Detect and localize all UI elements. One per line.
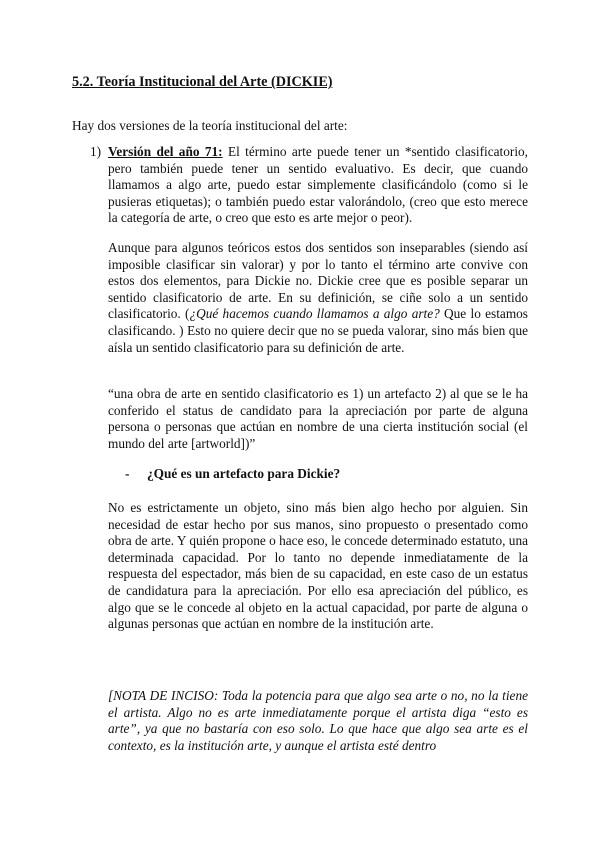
subheading-row	[125, 466, 340, 483]
rhetorical-question: ¿Qué hacemos cuando llamamos a algo arte?	[189, 306, 440, 322]
list-number: 1)	[90, 144, 102, 159]
paragraph-classification-text-1: Aunque para algunos teóricos estos dos sentidos son inseparables (siendo así imposible clasificar sin valorar) y por lo tanto el término arte convive con estos dos elementos, para Dickie no. Dickie cree que es posible separar un sentido clasificatorio de arte. En su definición, se ciñe solo a un sentido clasificatorio. (	[108, 240, 528, 322]
paragraph-artefact: No es estrictamente un objeto, sino más bien algo hecho por alguien. Sin necesidad de estar hecho por sus manos, sino propuesto o presentado como obra de arte. Y quién propone o hace eso, le concede determinado estatuto, una determinada capacidad. Por lo tanto no depende inmediatamente de la respuesta del espectador, más bien de su capacidad, en este caso de un estatus de candidatura para la apreciación. Por ello esa apreciación del público, es algo que se le concede al objeto en la actual capacidad, por parte de alguna o algunas personas que actúan en nombre de la institución arte.	[108, 500, 528, 632]
version-label: Versión del año 71:	[108, 144, 223, 159]
paragraph-version-71	[108, 144, 528, 227]
section-title: 5.2. Teoría Institucional del Arte (DICKIE)	[72, 74, 333, 90]
paragraph-classification	[108, 240, 528, 356]
subheading: ¿Qué es un artefacto para Dickie?	[147, 466, 341, 481]
intro-paragraph: Hay dos versiones de la teoría institucional del arte:	[72, 118, 348, 133]
definition-quote: “una obra de arte en sentido clasificatorio es 1) un artefacto 2) al que se le ha conferido el status de candidato para la apreciación por parte de alguna persona o personas que actúan en nombre de una cierta institución social (el mundo del arte [artworld])”	[108, 386, 528, 451]
list-dash: -	[125, 466, 130, 481]
paragraph-classification-text-2: Que lo estamos clasificando. ) Esto no quiere decir que no se pueda valorar, sino más bien que aísla un sentido clasificatorio para su definición de arte.	[108, 306, 528, 355]
note-paragraph: [NOTA DE INCISO: Toda la potencia para que algo sea arte o no, no la tiene el artista. Algo no es arte inmediatamente porque el artista diga “esto es arte”, ya que no bastaría con eso solo. Lo que hace que algo sea arte es el contexto, es la institución arte, y aunque el artista esté dentro	[108, 688, 528, 753]
paragraph-version-71-text: El término arte puede tener un *sentido clasificatorio, pero también puede tener un sentido evaluativo. Es decir, que cuando llamamos a algo arte, puedo estar simplemente clasificándolo (como si le pusieras etiquetas); o también puedo estar valorándolo, (creo que esto merece la categoría de arte, o creo que esto es arte mejor o peor).	[108, 144, 528, 226]
